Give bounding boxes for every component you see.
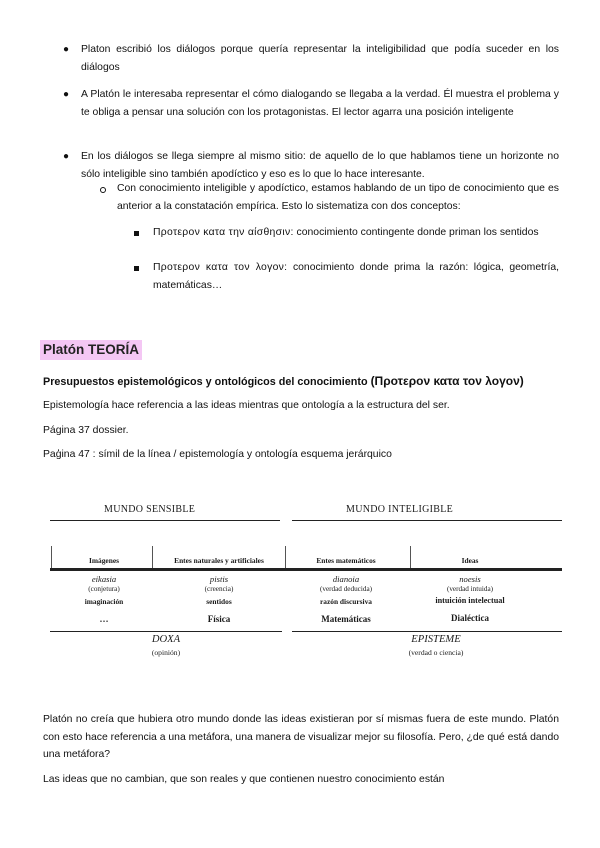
sensible-underline <box>50 520 280 521</box>
section-subtitle <box>43 373 524 390</box>
term-translation: (creencia) <box>204 585 234 593</box>
column-divider <box>285 546 286 568</box>
sub-bullet-paragraph: Con conocimiento inteligible y apodíctico, estamos hablando de un tipo de conocimiento que es anterior a la constatación empírica. Esto lo sistematiza con dos conceptos: <box>117 183 559 212</box>
line-simile-diagram <box>46 482 564 668</box>
knowledge-term: eikasia <box>91 574 117 584</box>
section-title: Platón TEORÍA <box>40 340 142 360</box>
faculty-label: razón discursiva <box>320 597 372 606</box>
doxa-sublabel: (opinión) <box>151 648 181 657</box>
column-head: Entes naturales y artificiales <box>174 556 264 565</box>
column-divider <box>51 546 52 568</box>
square-bullet-icon <box>134 266 139 271</box>
text-line: Paģina 47 : símil de la línea / epistemología y ontología esquema jerárquico <box>43 449 392 460</box>
doxa-divider <box>50 631 282 632</box>
subtitle-greek: (Προτερον κατα τον λογον) <box>370 374 524 388</box>
closing-paragraph: Platón no creía que hubiera otro mundo donde las ideas existieran por sí mismas fuera de este mundo. Platón con esto hace referencia a una metáfora, una manera de visualizar mejor su filosofía. Pero, ¿de qué está dando una metáfora? <box>43 714 559 760</box>
knowledge-term: dianoia <box>332 574 360 584</box>
square-item-text: conocimiento donde prima la razón: lógica, geometría, matemáticas… <box>153 262 560 291</box>
square-item-text: conocimiento contingente donde priman los sentidos <box>296 227 539 238</box>
column-divider <box>152 546 153 568</box>
bullet-paragraph: En los diálogos se llega siempre al mismo sitio: de aquello de lo que hablamos tiene un horizonte no sólo inteligible sino también apodíctico y eso es lo que lo hace interesante. <box>81 151 559 180</box>
field-label: Física <box>207 614 231 624</box>
inteligible-underline <box>292 520 562 521</box>
field-label: … <box>99 614 109 624</box>
field-label: Matemáticas <box>321 614 371 624</box>
closing-paragraph: Las ideas que no cambian, que son reales y que contienen nuestro conocimiento están <box>43 774 445 785</box>
square-item <box>153 259 559 294</box>
text-line: Página 37 dossier. <box>43 425 129 436</box>
knowledge-term: pistis <box>209 574 229 584</box>
episteme-divider <box>292 631 562 632</box>
column-head: Ideas <box>461 556 479 565</box>
episteme-label: EPISTEME <box>411 634 461 645</box>
bullet-dot: ● <box>63 44 70 55</box>
field-label: Dialéctica <box>451 613 489 623</box>
term-translation: (conjetura) <box>88 585 120 593</box>
bullet-dot: ● <box>63 151 70 162</box>
bullet-paragraph: A Platón le interesaba representar el cómo dialogando se llegaba a la verdad. Él muestra el problema y te obliga a pensar una solución con los protagonistas. El lector agarra una posición inteligente <box>81 89 559 118</box>
term-translation: (verdad deducida) <box>319 585 373 593</box>
faculty-label: sentidos <box>206 597 232 606</box>
episteme-sublabel: (verdad o ciencia) <box>408 648 464 657</box>
mundo-sensible-heading: MUNDO SENSIBLE <box>104 504 196 515</box>
square-bullet-icon <box>134 231 139 236</box>
mundo-inteligible-heading: MUNDO INTELIGIBLE <box>346 504 454 515</box>
term-translation: (verdad intuida) <box>446 585 494 593</box>
bullet-dot: ● <box>63 89 70 100</box>
faculty-label: imaginación <box>84 597 124 606</box>
text-line: Epistemología hace referencia a las ideas mientras que ontología a la estructura del ser. <box>43 400 450 411</box>
column-head: Entes matemáticos <box>316 556 376 565</box>
main-divided-line <box>50 568 562 571</box>
bullet-paragraph: Platon escribió los diálogos porque quería representar la inteligibilidad que podía suceder en los diálogos <box>81 44 559 73</box>
greek-term: Προτερον κατα την αίσθησιν: <box>153 227 294 238</box>
column-head: Imágenes <box>89 556 119 565</box>
square-item <box>153 224 559 242</box>
sub-bullet-circle-icon <box>100 187 106 193</box>
faculty-label: intuición intelectual <box>435 596 505 605</box>
subtitle-text: Presupuestos epistemológicos y ontológicos del conocimiento <box>43 376 368 388</box>
greek-term: Προτερον κατα τον λογον: <box>153 262 288 273</box>
knowledge-term: noesis <box>459 574 481 584</box>
column-divider <box>410 546 411 568</box>
doxa-label: DOXA <box>151 634 181 645</box>
